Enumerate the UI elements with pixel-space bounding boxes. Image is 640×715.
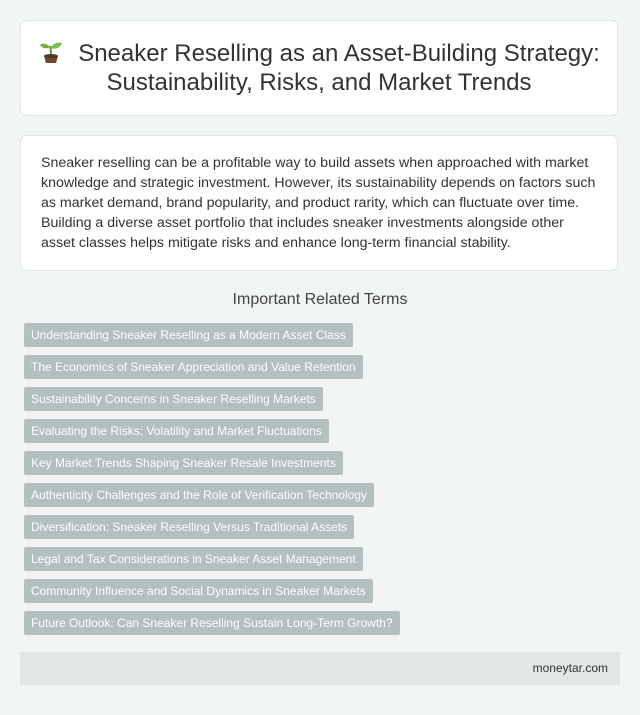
related-term-tag[interactable]: Legal and Tax Considerations in Sneaker Asset Management — [24, 547, 363, 571]
page-title — [21, 39, 617, 97]
footer-site-link[interactable]: moneytar.com — [532, 661, 608, 675]
page-title-text: Sneaker Reselling as an Asset-Building Strategy: Sustainability, Risks, and Market Trends — [78, 40, 600, 96]
summary-card — [20, 135, 618, 271]
summary-text: Sneaker reselling can be a profitable way to build assets when approached with market knowledge and strategic investment. However, its sustainability depends on factors such as market demand, brand popularity, and product rarity, which can fluctuate over time. Building a diverse asset portfolio that includes sneaker investments alongside other asset classes helps mitigate risks and enhance long-term financial stability. — [41, 155, 596, 251]
related-term-tag[interactable]: Diversification: Sneaker Reselling Versus Traditional Assets — [24, 515, 354, 539]
seedling-icon — [38, 40, 64, 64]
related-term-tag[interactable]: Authenticity Challenges and the Role of Verification Technology — [24, 483, 374, 507]
related-term-tag[interactable]: Community Influence and Social Dynamics in Sneaker Markets — [24, 579, 373, 603]
footer — [20, 652, 620, 685]
related-term-tag[interactable]: Sustainability Concerns in Sneaker Reselling Markets — [24, 387, 323, 411]
related-terms-heading: Important Related Terms — [232, 291, 408, 308]
related-term-tag[interactable]: Key Market Trends Shaping Sneaker Resale Investments — [24, 451, 343, 475]
related-term-tag[interactable]: Evaluating the Risks: Volatility and Market Fluctuations — [24, 419, 329, 443]
related-term-tag[interactable]: The Economics of Sneaker Appreciation and Value Retention — [24, 355, 363, 379]
related-term-tag[interactable]: Understanding Sneaker Reselling as a Modern Asset Class — [24, 323, 353, 347]
title-card — [20, 20, 618, 116]
related-term-tag[interactable]: Future Outlook: Can Sneaker Reselling Sustain Long-Term Growth? — [24, 611, 400, 635]
related-terms-list — [24, 323, 624, 643]
